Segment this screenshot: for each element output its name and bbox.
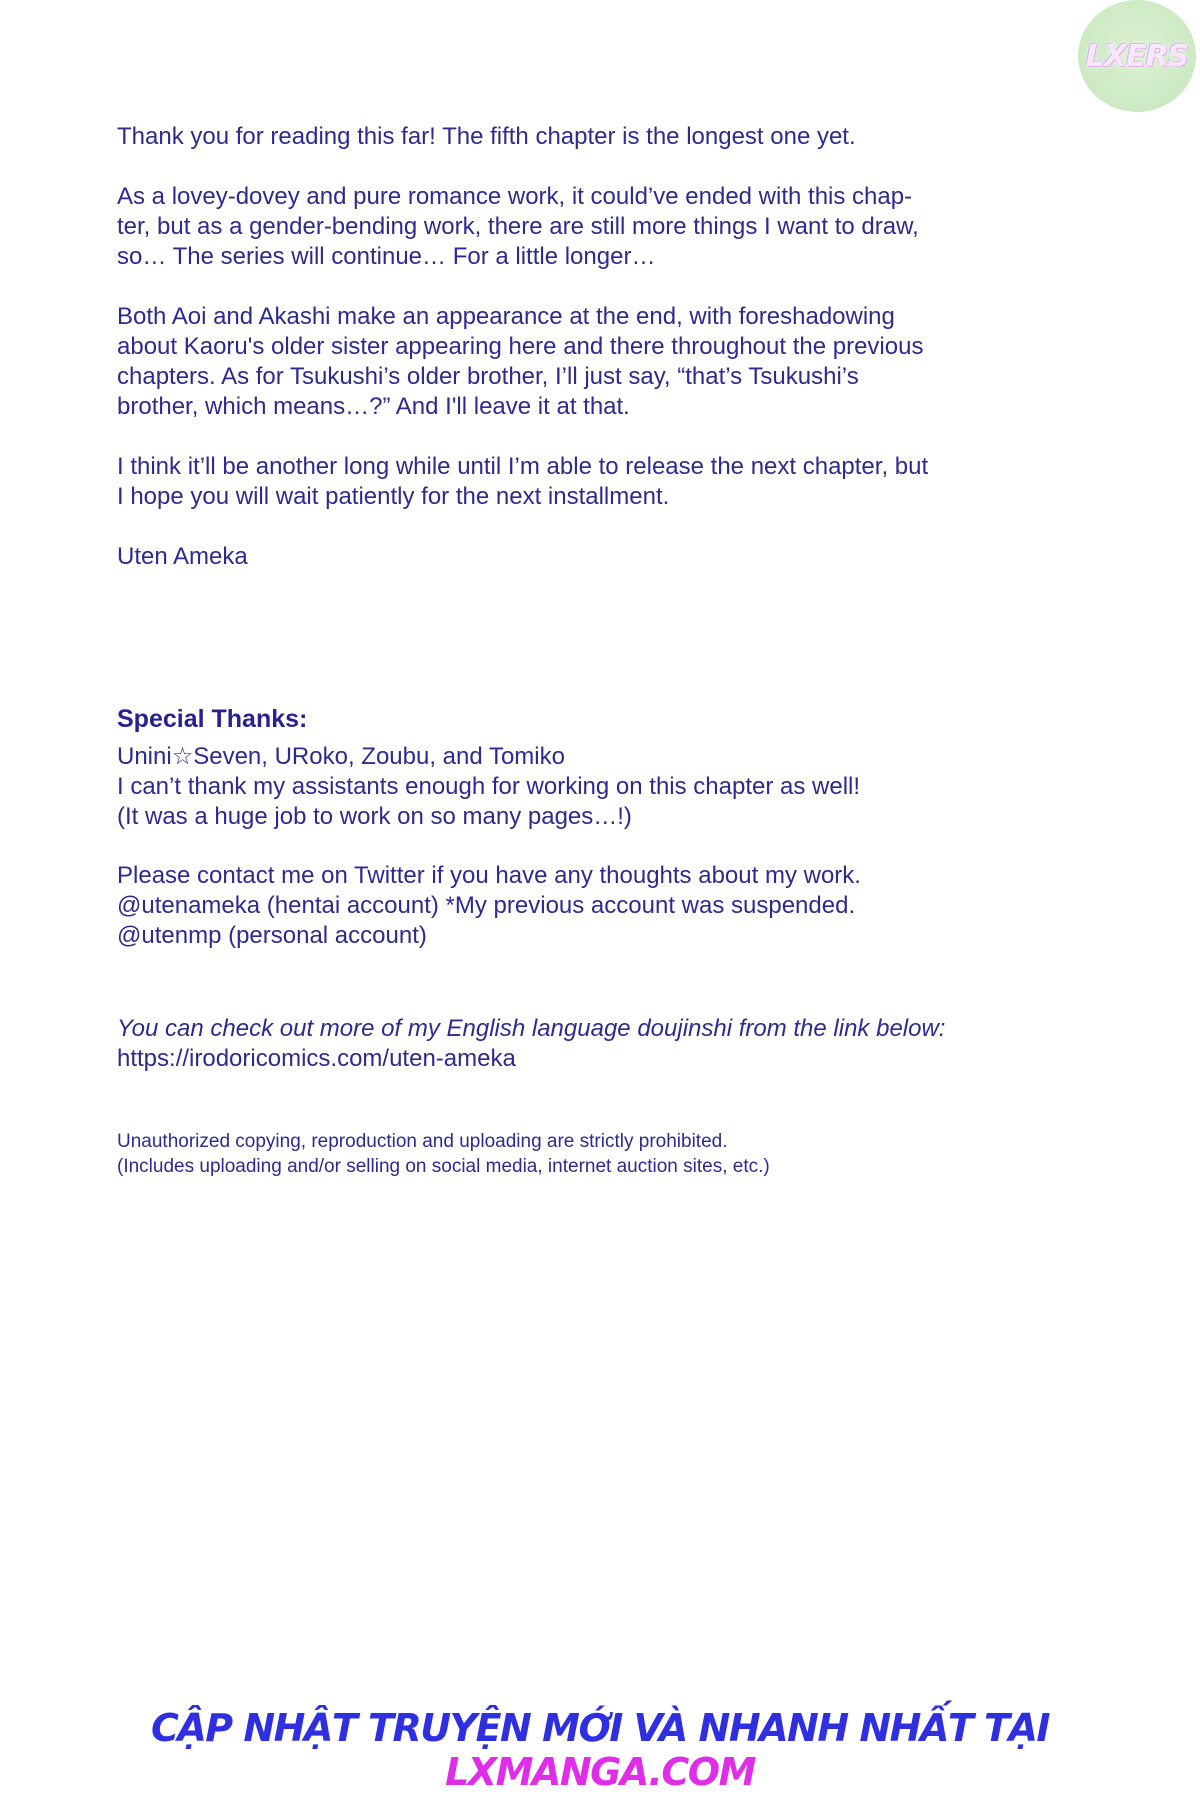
special-thanks-line: I can’t thank my assistants enough for working on this chapter as well! xyxy=(117,773,861,800)
irodori-link[interactable]: https://irodoricomics.com/uten-ameka xyxy=(117,1045,516,1072)
lxers-watermark-logo xyxy=(1078,0,1196,112)
watermark-badge-text: LXERS xyxy=(1085,38,1189,74)
link-section xyxy=(117,1014,1077,1074)
afterword-paragraph: As a lovey-dovey and pure romance work, it could’ve ended with this chap- ter, but as a gender-bending work, there are still more things I want to draw, so… The series will continue… For a little longer… xyxy=(117,183,919,270)
special-thanks-line: Unini☆Seven, URoko, Zoubu, and Tomiko xyxy=(117,743,565,770)
footer-banner xyxy=(0,1706,1200,1794)
twitter-handle-hentai: @utenameka (hentai account) *My previous account was suspended. xyxy=(117,892,856,919)
twitter-handle-personal: @utenmp (personal account) xyxy=(117,922,427,949)
special-thanks-section xyxy=(117,704,1077,832)
copyright-notice-section xyxy=(117,1129,1077,1179)
link-intro: You can check out more of my English language doujinshi from the link below: xyxy=(117,1015,946,1042)
afterword-paragraph: Both Aoi and Akashi make an appearance at the end, with foreshadowing about Kaoru's older sister appearing here and there throughout the previous chapters. As for Tsukushi’s older brother, I’ll just say, “that’s Tsukushi’s brother, which means…?” And I'll leave it at that. xyxy=(117,303,924,420)
footer-banner-text: CẬP NHẬT TRUYỆN MỚI VÀ NHANH NHẤT TẠI xyxy=(150,1706,1050,1750)
contact-section xyxy=(117,861,1077,951)
author-signature: Uten Ameka xyxy=(117,543,248,570)
afterword-section xyxy=(117,122,1077,572)
special-thanks-heading: Special Thanks: xyxy=(117,705,308,733)
afterword-paragraph: I think it’ll be another long while until I’m able to release the next chapter, but I hope you will wait patiently for the next installment. xyxy=(117,453,929,510)
footer-banner-site[interactable]: LXMANGA.COM xyxy=(445,1750,755,1794)
afterword-paragraph: Thank you for reading this far! The fifth chapter is the longest one yet. xyxy=(117,123,856,150)
special-thanks-line: (It was a huge job to work on so many pages…!) xyxy=(117,803,632,830)
contact-line: Please contact me on Twitter if you have any thoughts about my work. xyxy=(117,862,861,889)
copyright-notice: Unauthorized copying, reproduction and uploading are strictly prohibited. (Includes uploading and/or selling on social media, internet auction sites, etc.) xyxy=(117,1131,770,1177)
